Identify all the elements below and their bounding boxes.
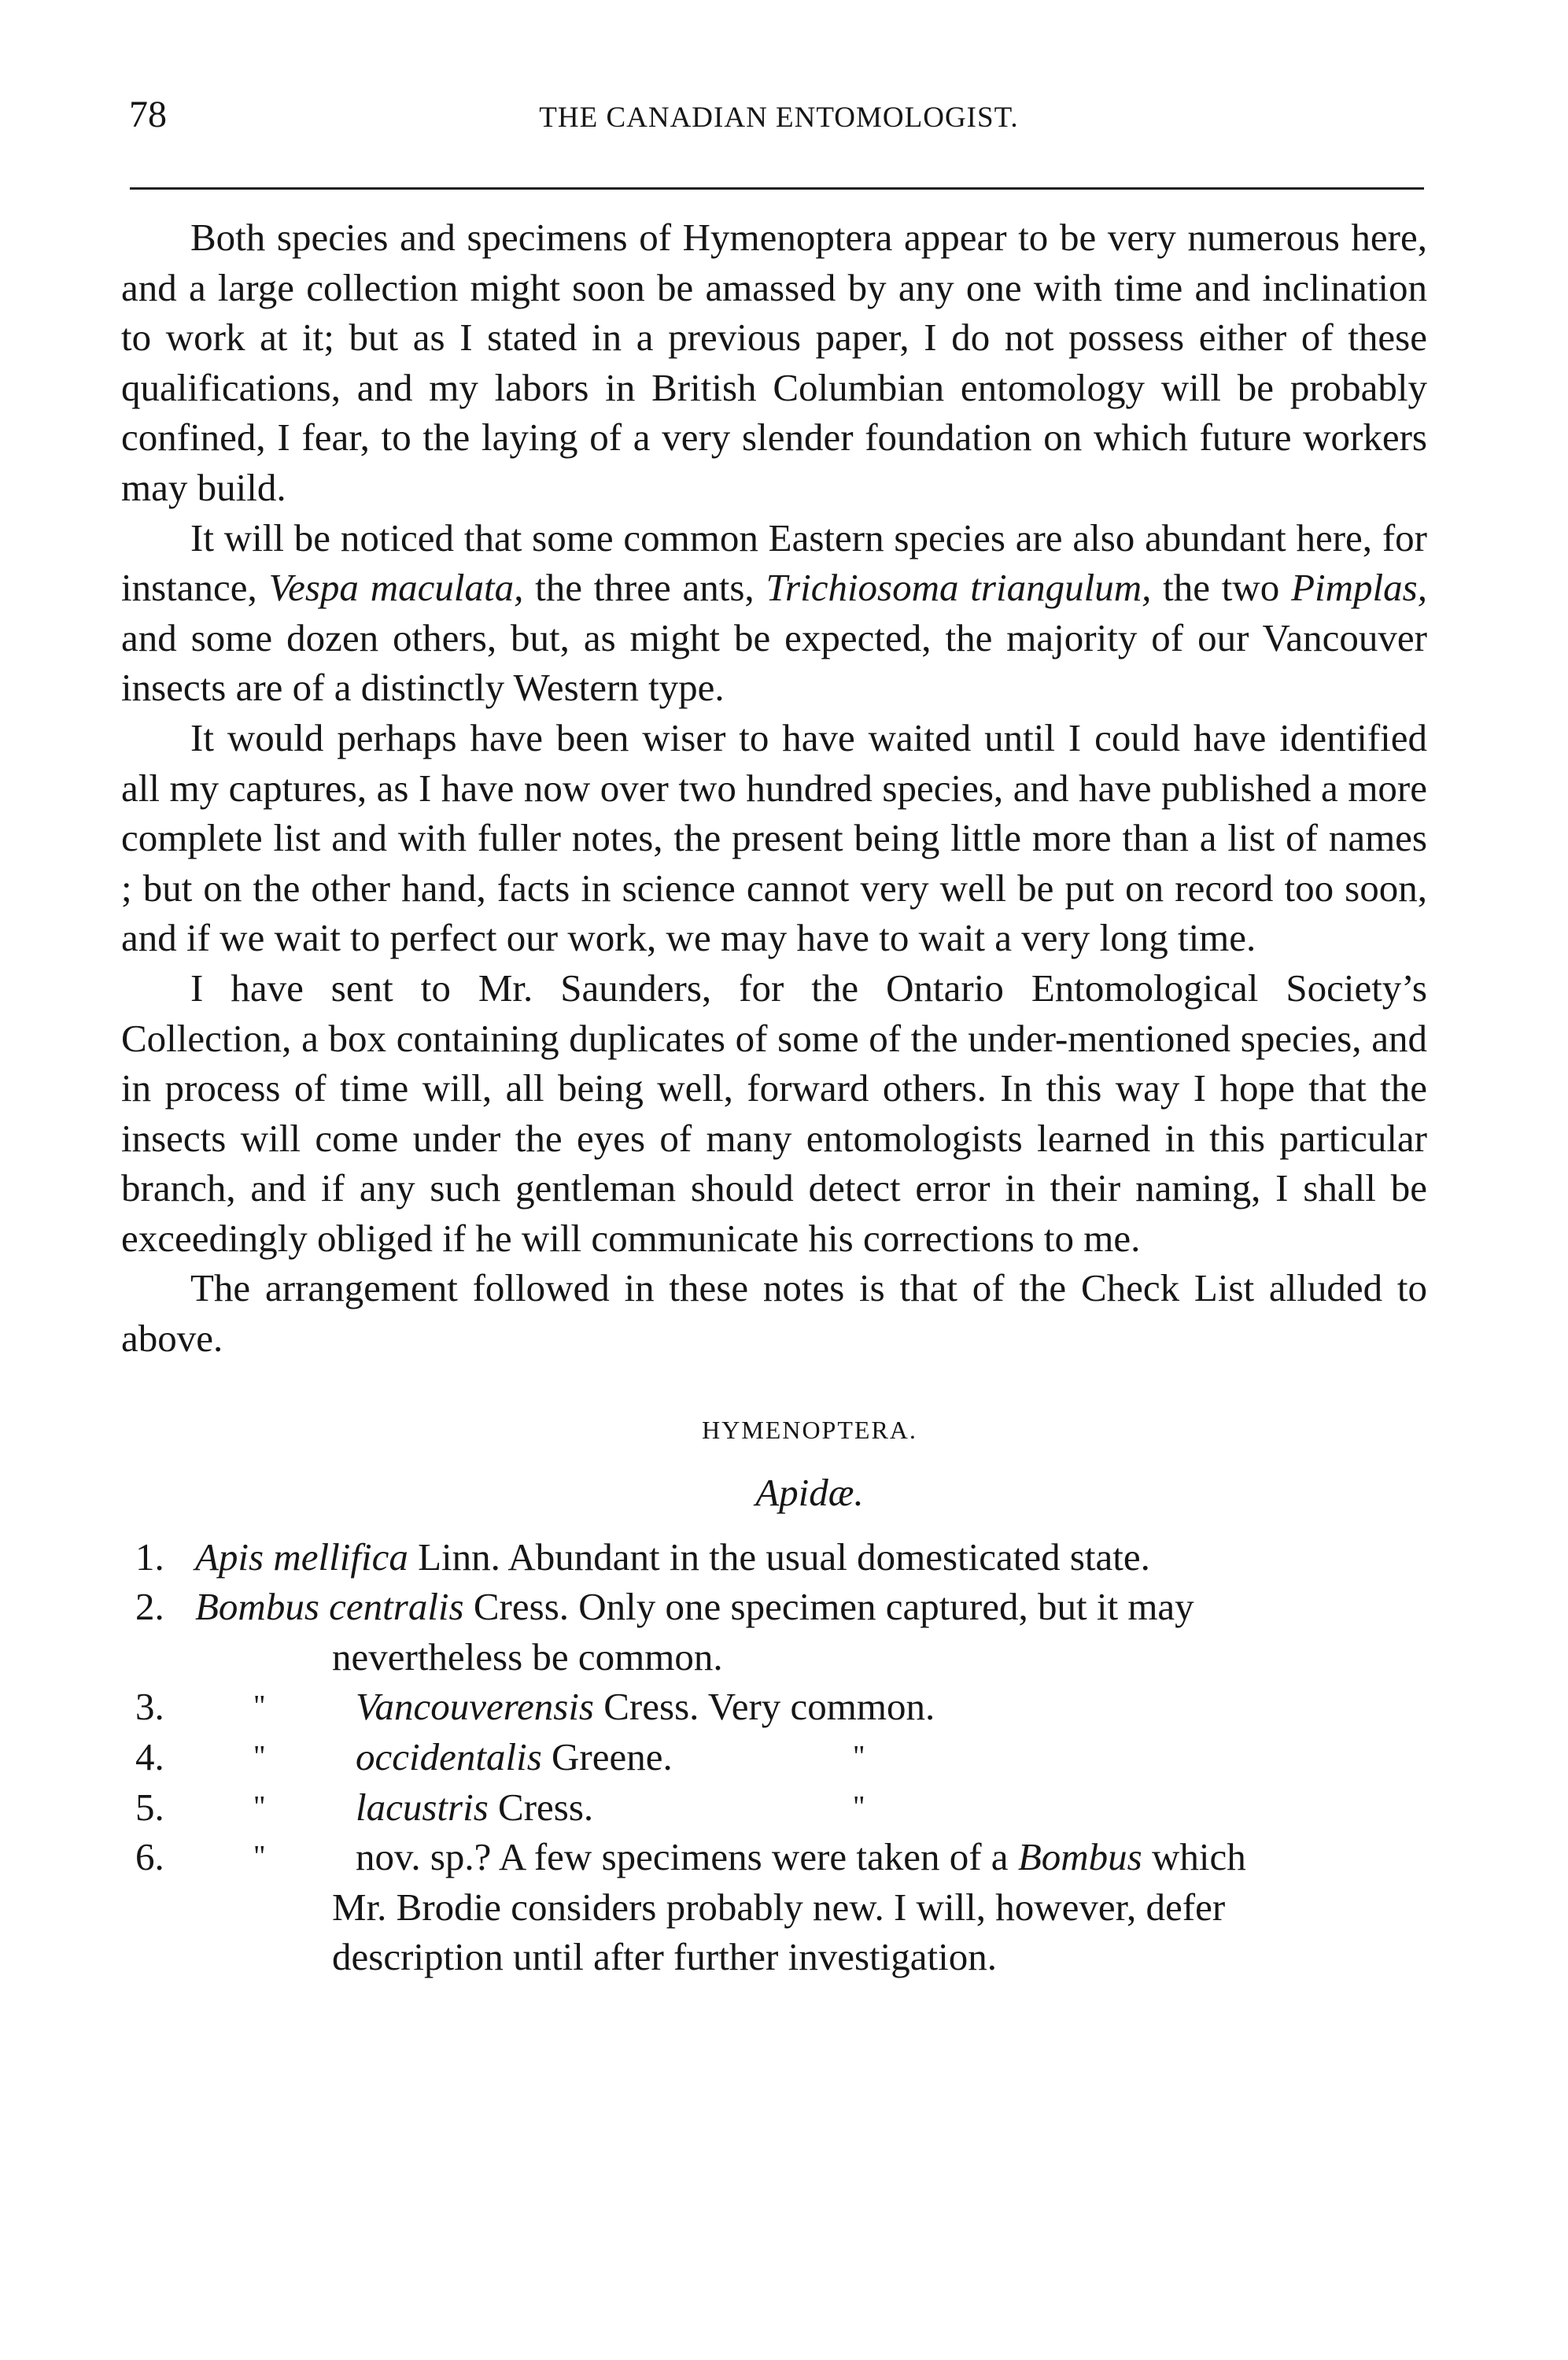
- paragraph-text: The arrangement followed in these notes is that of the Check List alluded to above.: [121, 1266, 1427, 1361]
- list-continuation: description until after further investigation.: [332, 1935, 998, 1979]
- list-number: 3.: [135, 1685, 164, 1729]
- list-item: [121, 1582, 1427, 1682]
- list-number: 4.: [135, 1735, 164, 1779]
- list-number: 6.: [135, 1835, 164, 1879]
- list-number: 2.: [135, 1585, 164, 1629]
- paragraph-text: It will be noticed that some common Eastern species are also abundant here, for instance,: [121, 515, 1427, 610]
- list-continuation: nevertheless be common.: [332, 1634, 723, 1679]
- species-name: Pimplas,: [1291, 566, 1427, 610]
- paragraph-text: and some dozen others, but, as might be expected, the majority of our Vancouver insects are of a distinctly Western type.: [121, 615, 1427, 710]
- species-name: Trichiosoma triangulum,: [766, 566, 1152, 610]
- list-item: [121, 1532, 1427, 1583]
- page-number: 78: [129, 94, 167, 135]
- list-text: [356, 1832, 1246, 1882]
- list-text: [356, 1682, 935, 1732]
- paragraph-text: Both species and specimens of Hymenoptera appear to be very numerous here, and a large collection might soon be amassed by any one with time and inclination to work at it; but as I stated in a previous paper, I do not possess either of these qualifications, and my labors in British Columbian entomology will be probably confined, I fear, to the laying of a very slender foundation on which future workers may build.: [121, 216, 1427, 509]
- species-name: Apis mellifica: [195, 1535, 408, 1579]
- ditto-mark: ": [853, 1789, 865, 1823]
- paragraph-4: [121, 963, 1427, 1264]
- species-name: lacustris: [356, 1785, 489, 1829]
- header-rule: [130, 187, 1424, 190]
- entry-text: Cress.: [488, 1785, 594, 1829]
- paragraph-2: [121, 513, 1427, 713]
- species-name: Vancouverensis: [356, 1685, 594, 1729]
- entry-text: nov. sp.? A few specimens were taken of a: [356, 1835, 1018, 1879]
- ditto-mark: ": [253, 1690, 266, 1723]
- paragraph-1: [121, 212, 1427, 513]
- list-item: [121, 1782, 1427, 1833]
- section-heading: HYMENOPTERA.: [702, 1415, 917, 1444]
- entry-text: which: [1142, 1835, 1246, 1879]
- list-item: [121, 1732, 1427, 1782]
- paragraph-5: [121, 1263, 1427, 1363]
- species-list: [121, 1532, 1427, 1982]
- species-name: Vespa maculata,: [268, 566, 524, 610]
- species-name: Bombus: [1017, 1835, 1142, 1879]
- species-name: Bombus centralis: [195, 1585, 464, 1629]
- list-item: [121, 1832, 1427, 1982]
- list-text: [356, 1732, 673, 1782]
- page-header: [126, 93, 1432, 140]
- paragraph-text: It would perhaps have been wiser to have waited until I could have identified all my captures, as I have now over two hundred species, and have published a more complete list and with fuller notes, the present being little more than a list of names ; but on the other hand, facts in science cannot very well be put on record too soon, and if we wait to perfect our work, we may have to wait a very long time.: [121, 715, 1427, 960]
- list-number: 5.: [135, 1785, 164, 1829]
- paragraph-text: I have sent to Mr. Saunders, for the Ontario Entomological Society’s Collection, a box containing duplicates of some of the under-mentioned species, and in process of time will, all being well, forward others. In this way I hope that the insects will come under the eyes of many entomologists learned in this particular branch, and if any such gentleman should detect error in their naming, I shall be exceedingly obliged if he will communicate his corrections to me.: [121, 966, 1427, 1260]
- ditto-mark: ": [253, 1840, 266, 1874]
- ditto-mark: ": [253, 1789, 266, 1823]
- paragraph-text: the three ants,: [523, 566, 766, 610]
- ditto-mark: ": [853, 1740, 865, 1774]
- paragraph-3: [121, 713, 1427, 963]
- list-text: [195, 1532, 1150, 1583]
- list-text: [195, 1582, 1194, 1632]
- species-name: occidentalis: [356, 1735, 542, 1779]
- entry-text: Cress. Only one specimen captured, but it may: [463, 1585, 1194, 1629]
- list-number: 1.: [135, 1535, 164, 1579]
- article-body: [121, 212, 1427, 1982]
- list-continuation: Mr. Brodie considers probably new. I will, however, defer: [332, 1885, 1226, 1929]
- list-item: [121, 1682, 1427, 1732]
- entry-text: Linn. Abundant in the usual domesticated state.: [408, 1535, 1150, 1579]
- running-head: THE CANADIAN ENTOMOLOGIST.: [539, 102, 1019, 134]
- entry-text: Greene.: [541, 1735, 673, 1779]
- family-heading: Apidæ.: [755, 1470, 864, 1514]
- paragraph-text: the two: [1151, 566, 1292, 610]
- ditto-mark: ": [253, 1740, 266, 1774]
- entry-text: Cress. Very common.: [594, 1685, 935, 1729]
- list-text: [356, 1782, 593, 1833]
